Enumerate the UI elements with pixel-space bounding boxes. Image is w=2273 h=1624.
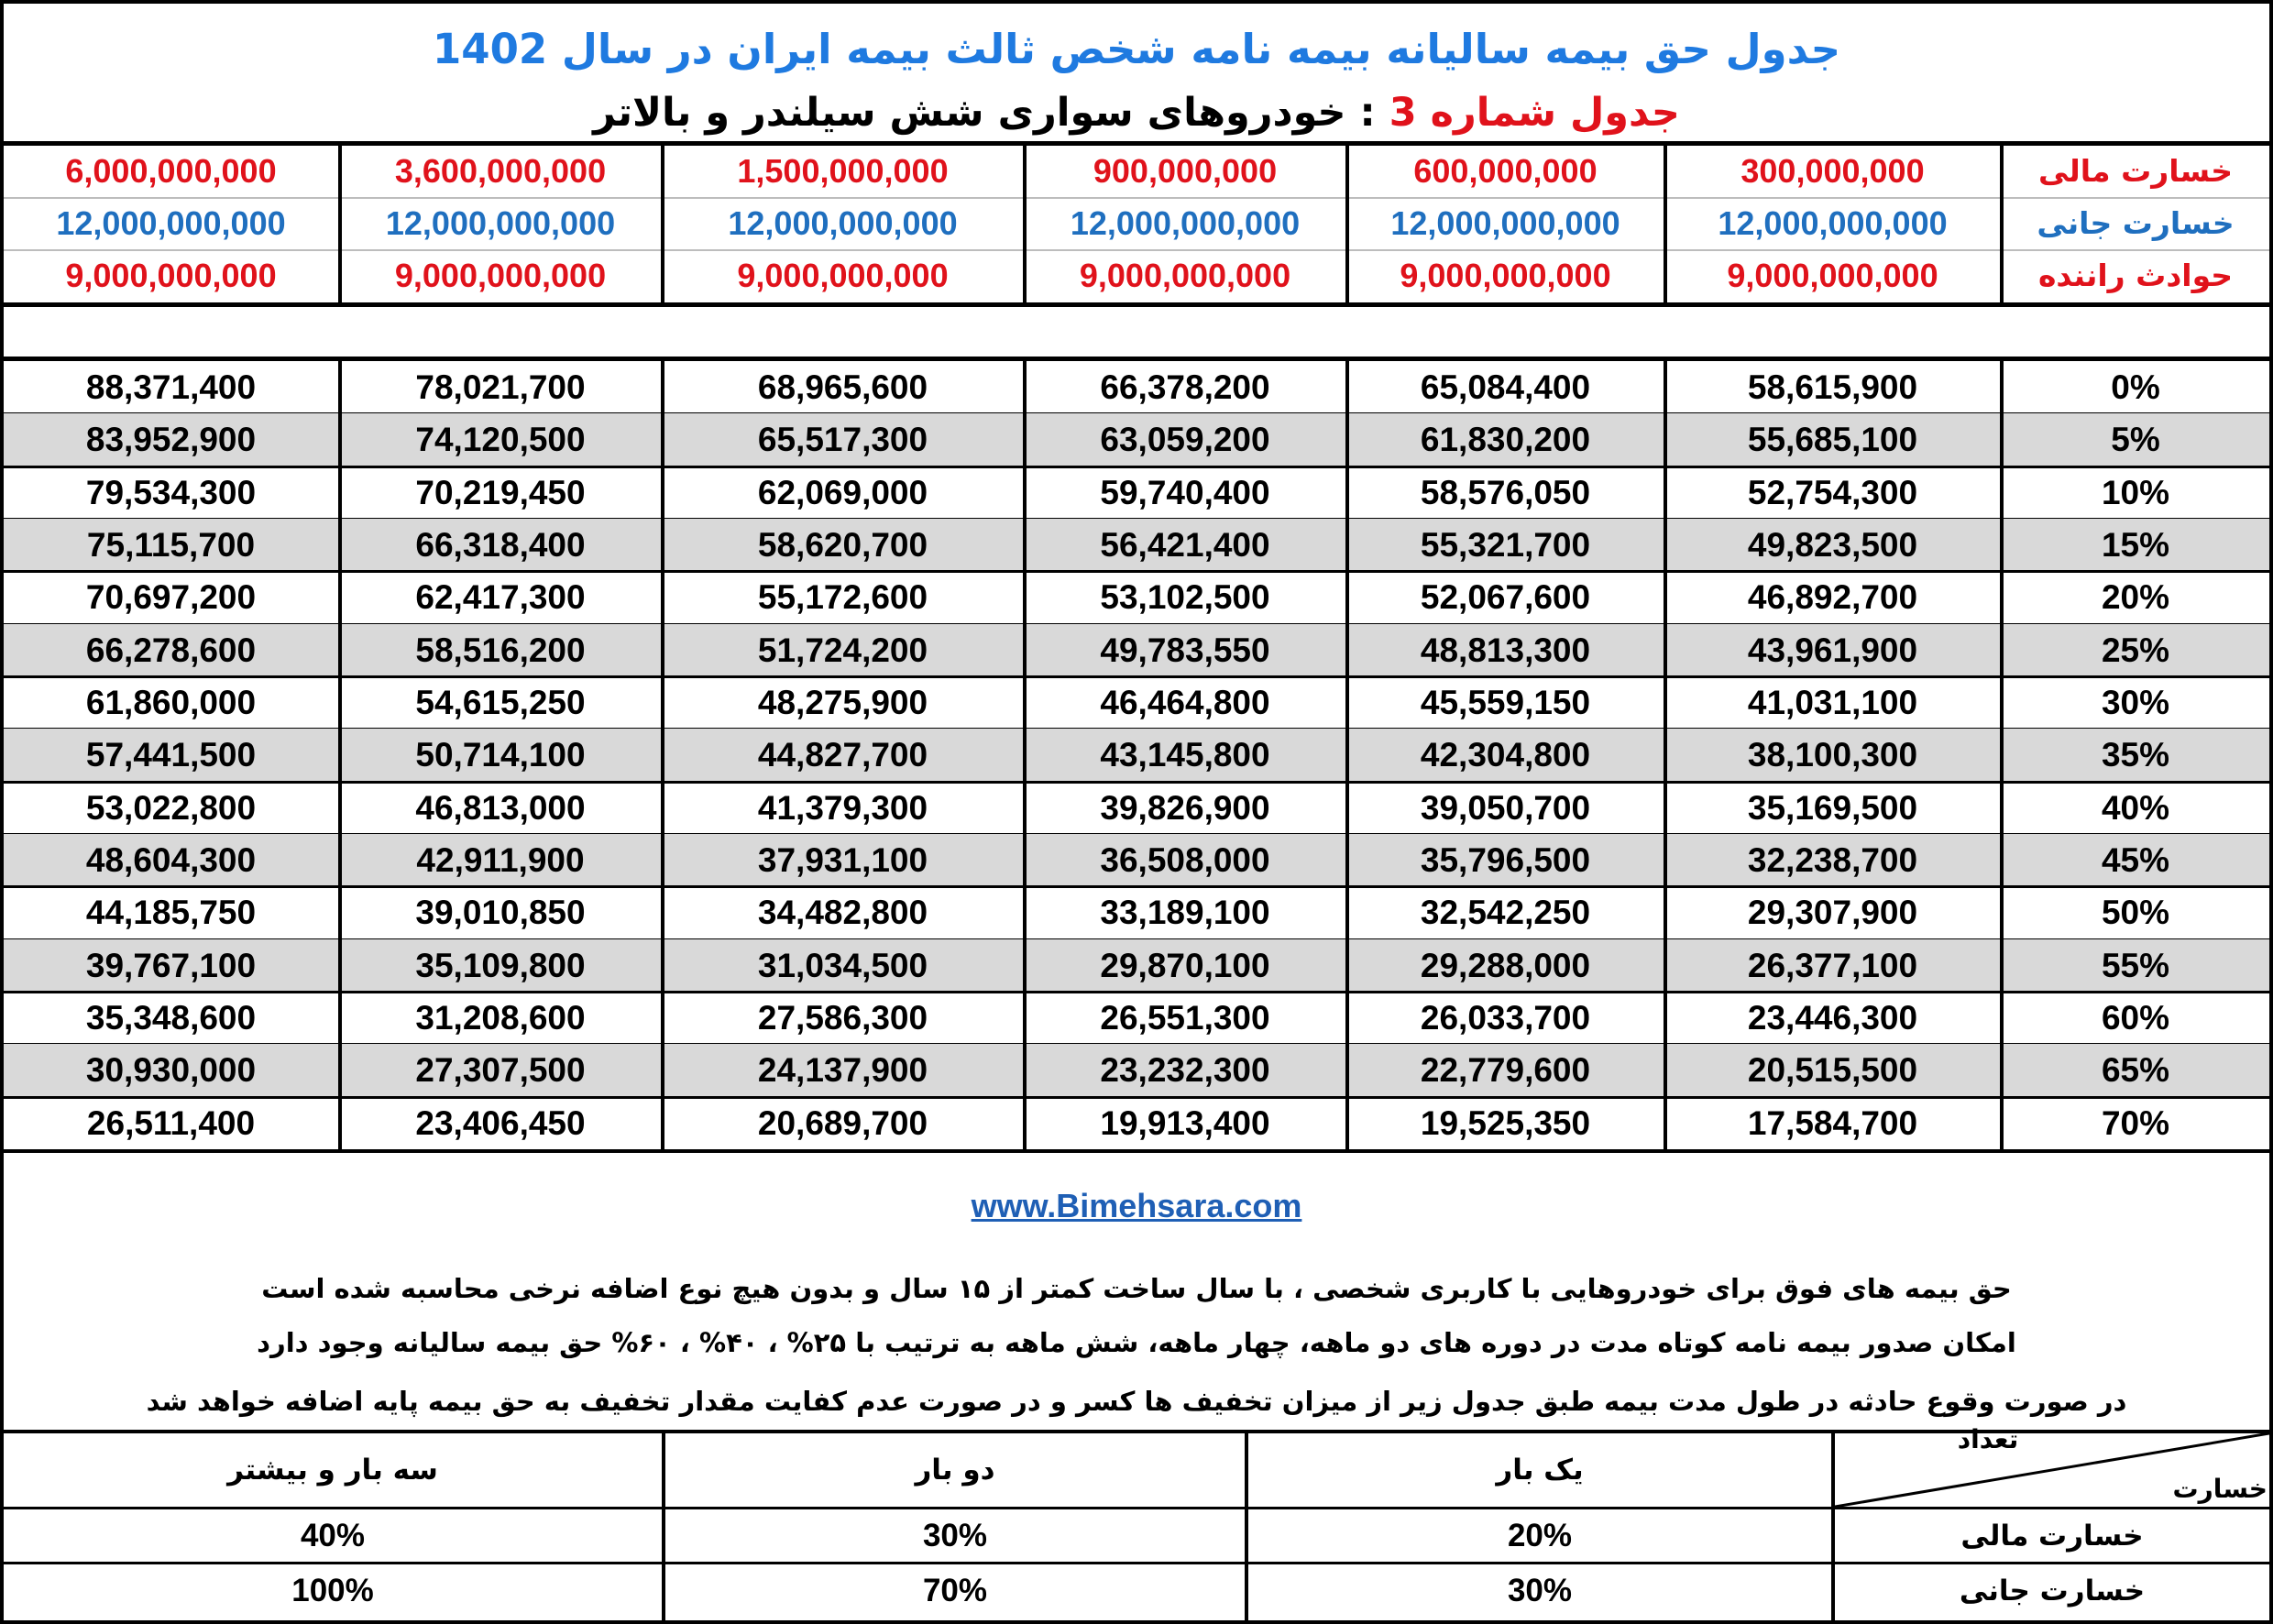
penalty-value: 40% (300, 1518, 366, 1553)
driver-value: 9,000,000,000 (65, 257, 277, 294)
premium-value: 62,417,300 (415, 578, 586, 617)
premium-value: 46,813,000 (415, 788, 586, 827)
column-divider (1345, 146, 1349, 302)
discount-percent: 0% (2111, 368, 2160, 406)
bodily-value: 12,000,000,000 (385, 204, 616, 242)
bodily-value: 12,000,000,000 (56, 204, 286, 242)
premium-row (4, 1097, 2269, 1149)
premium-value: 42,911,900 (416, 840, 585, 879)
penalty-value: 30% (922, 1518, 988, 1553)
premium-value: 53,022,800 (85, 788, 257, 827)
website-link[interactable]: www.Bimehsara.com (971, 1187, 1302, 1224)
premium-value: 74,120,500 (415, 421, 586, 459)
premium-value: 31,208,600 (415, 998, 586, 1037)
premium-value: 39,010,850 (415, 894, 586, 932)
premium-value: 27,586,300 (757, 998, 928, 1037)
premium-value: 29,870,100 (1100, 946, 1270, 984)
financial-value: 3,600,000,000 (394, 152, 607, 190)
header-three-plus: سه بار و بیشتر (227, 1454, 438, 1487)
premium-value: 49,823,500 (1747, 525, 1918, 564)
premium-value: 63,059,200 (1100, 421, 1270, 459)
penalty-value: 30% (1507, 1573, 1573, 1608)
discount-percent: 5% (2111, 421, 2160, 459)
financial-value: 900,000,000 (1093, 152, 1278, 190)
premium-value: 61,860,000 (85, 683, 257, 721)
premium-value: 70,219,450 (415, 473, 586, 511)
premium-value: 58,615,900 (1747, 368, 1918, 406)
premium-value: 17,584,700 (1747, 1103, 1918, 1142)
premium-value: 65,517,300 (757, 421, 928, 459)
premium-value: 19,525,350 (1420, 1103, 1591, 1142)
premium-value: 55,172,600 (757, 578, 928, 617)
column-divider (2000, 146, 2004, 302)
premium-value: 35,109,800 (415, 946, 586, 984)
discount-percent: 65% (2101, 1051, 2170, 1090)
divider (4, 302, 2269, 307)
note-line: امکان صدور بیمه نامه کوتاه مدت در دوره های دو ماهه، چهار ماهه، شش ماهه به ترتیب با ۲۵% ، ۴۰% ، ۶۰% حق بیمه سالیانه وجود دارد (257, 1327, 2016, 1358)
premium-row (4, 413, 2269, 466)
premium-value: 34,482,800 (757, 894, 928, 932)
premium-value: 39,767,100 (85, 946, 257, 984)
premium-row (4, 939, 2269, 992)
column-divider (661, 146, 664, 302)
premium-value: 58,516,200 (415, 631, 586, 669)
divider (4, 1149, 2269, 1153)
vehicle-category: خودروهای سواری شش سیلندر و بالاتر (593, 90, 1346, 136)
bodily-value: 12,000,000,000 (1070, 204, 1301, 242)
premium-value: 29,307,900 (1747, 894, 1918, 932)
premium-value: 26,551,300 (1100, 998, 1270, 1037)
premium-value: 32,542,250 (1420, 894, 1591, 932)
premium-value: 48,604,300 (85, 840, 257, 879)
financial-value: 6,000,000,000 (65, 152, 277, 190)
column-divider (1664, 361, 1667, 1149)
premium-value: 36,508,000 (1100, 840, 1270, 879)
main-title: جدول حق بیمه سالیانه بیمه نامه شخص ثالث بیمه ایران در سال 1402 (432, 25, 1841, 73)
premium-value: 50,714,100 (415, 736, 586, 774)
premium-value: 83,952,900 (85, 421, 257, 459)
discount-percent: 55% (2101, 946, 2170, 984)
bodily-value: 12,000,000,000 (1718, 204, 1948, 242)
premium-row (4, 624, 2269, 676)
column-divider (1023, 361, 1027, 1149)
premium-value: 65,084,400 (1420, 368, 1591, 406)
premium-value: 23,232,300 (1100, 1051, 1270, 1090)
discount-percent: 30% (2101, 683, 2170, 721)
premium-value: 26,377,100 (1747, 946, 1918, 984)
premium-value: 78,021,700 (415, 368, 586, 406)
premium-value: 31,034,500 (757, 946, 928, 984)
premium-value: 29,288,000 (1420, 946, 1591, 984)
premium-value: 35,796,500 (1420, 840, 1591, 879)
financial-value: 600,000,000 (1413, 152, 1598, 190)
bodily-value: 12,000,000,000 (728, 204, 958, 242)
premium-value: 20,689,700 (757, 1103, 928, 1142)
premium-value: 66,318,400 (415, 525, 586, 564)
premium-value: 51,724,200 (757, 631, 928, 669)
premium-row (4, 992, 2269, 1044)
premium-value: 23,446,300 (1747, 998, 1918, 1037)
discount-percent: 40% (2101, 788, 2170, 827)
premium-value: 56,421,400 (1100, 525, 1270, 564)
premium-value: 24,137,900 (757, 1051, 928, 1090)
financial-value: 1,500,000,000 (737, 152, 949, 190)
premium-row (4, 782, 2269, 834)
premium-value: 52,754,300 (1747, 473, 1918, 511)
table-number: جدول شماره 3 (1389, 90, 1680, 136)
premium-value: 42,304,800 (1420, 736, 1591, 774)
penalty-value: 70% (922, 1573, 988, 1608)
corner-label-count: تعداد (1957, 1428, 2019, 1452)
premium-value: 79,534,300 (85, 473, 257, 511)
driver-value: 9,000,000,000 (1727, 257, 1938, 294)
column-divider (338, 361, 342, 1149)
premium-row (4, 676, 2269, 729)
coverage-label-driver: حوادث راننده (2037, 258, 2234, 293)
column-divider (1664, 146, 1667, 302)
premium-value: 46,892,700 (1747, 578, 1918, 617)
corner-label-damage: خسارت (2172, 1474, 2268, 1504)
premium-value: 44,827,700 (757, 736, 928, 774)
premium-value: 48,275,900 (757, 683, 928, 721)
table-subtitle (4, 82, 2269, 143)
premium-value: 49,783,550 (1100, 631, 1270, 669)
row-label-bodily: خسارت جانی (1959, 1575, 2146, 1608)
driver-value: 9,000,000,000 (1079, 257, 1291, 294)
discount-percent: 25% (2101, 631, 2170, 669)
premium-row (4, 571, 2269, 623)
premium-value: 39,050,700 (1420, 788, 1591, 827)
premium-value: 55,685,100 (1747, 421, 1918, 459)
premium-value: 33,189,100 (1100, 894, 1270, 932)
column-divider (1023, 146, 1027, 302)
premium-value: 20,515,500 (1747, 1051, 1918, 1090)
premium-row (4, 729, 2269, 781)
discount-percent: 45% (2101, 840, 2170, 879)
premium-value: 22,779,600 (1420, 1051, 1591, 1090)
premium-value: 19,913,400 (1100, 1103, 1270, 1142)
premium-value: 37,931,100 (757, 840, 928, 879)
bodily-value: 12,000,000,000 (1390, 204, 1620, 242)
discount-percent: 20% (2101, 578, 2170, 617)
column-divider (338, 146, 342, 302)
discount-percent: 10% (2101, 473, 2170, 511)
header-once: یک بار (1496, 1454, 1584, 1487)
premium-value: 58,620,700 (757, 525, 928, 564)
premium-row (4, 466, 2269, 519)
note-line: حق بیمه های فوق برای خودروهایی با کاربری شخصی ، با سال ساخت کمتر از ۱۵ سال و بدون هیچ نوع اضافه نرخی محاسبه شده است (261, 1273, 2012, 1304)
discount-percent: 60% (2101, 998, 2170, 1037)
premium-value: 41,379,300 (757, 788, 928, 827)
premium-value: 61,830,200 (1420, 421, 1591, 459)
driver-value: 9,000,000,000 (394, 257, 607, 294)
premium-value: 32,238,700 (1747, 840, 1918, 879)
premium-value: 66,378,200 (1100, 368, 1270, 406)
premium-value: 39,826,900 (1100, 788, 1270, 827)
premium-value: 23,406,450 (415, 1103, 586, 1142)
premium-value: 62,069,000 (757, 473, 928, 511)
premium-value: 41,031,100 (1747, 683, 1918, 721)
premium-value: 35,348,600 (85, 998, 257, 1037)
driver-value: 9,000,000,000 (1400, 257, 1611, 294)
coverage-label-bodily: خسارت جانی (2037, 205, 2235, 241)
premium-value: 54,615,250 (415, 683, 586, 721)
column-divider (2000, 361, 2004, 1149)
row-label-financial: خسارت مالی (1960, 1520, 2144, 1553)
discount-percent: 50% (2101, 894, 2170, 932)
discount-percent: 35% (2101, 736, 2170, 774)
premium-value: 44,185,750 (85, 894, 257, 932)
premium-value: 35,169,500 (1747, 788, 1918, 827)
premium-row (4, 361, 2269, 413)
premium-row (4, 886, 2269, 938)
coverage-label-financial: خسارت مالی (2037, 153, 2233, 189)
penalty-value: 100% (291, 1573, 374, 1608)
header-twice: دو بار (915, 1454, 995, 1487)
premium-value: 52,067,600 (1420, 578, 1591, 617)
premium-value: 48,813,300 (1420, 631, 1591, 669)
premium-value: 66,278,600 (85, 631, 257, 669)
premium-value: 38,100,300 (1747, 736, 1918, 774)
row-separator (4, 249, 2269, 251)
column-divider (1345, 361, 1349, 1149)
premium-value: 55,321,700 (1420, 525, 1591, 564)
premium-value: 68,965,600 (757, 368, 928, 406)
discount-percent: 15% (2101, 525, 2170, 564)
premium-value: 46,464,800 (1100, 683, 1270, 721)
premium-value: 26,033,700 (1420, 998, 1591, 1037)
premium-value: 59,740,400 (1100, 473, 1270, 511)
premium-value: 43,961,900 (1747, 631, 1918, 669)
penalty-value: 20% (1507, 1518, 1573, 1553)
driver-value: 9,000,000,000 (737, 257, 949, 294)
premium-value: 75,115,700 (86, 525, 256, 564)
premium-row (4, 519, 2269, 571)
premium-value: 58,576,050 (1420, 473, 1591, 511)
note-line: در صورت وقوع حادثه در طول مدت بیمه طبق جدول زیر از میزان تخفیف ها کسر و در صورت عدم کفایت مقدار تخفیف به حق بیمه پایه اضافه خواهد شد (146, 1386, 2127, 1417)
premium-value: 70,697,200 (85, 578, 257, 617)
premium-row (4, 1044, 2269, 1096)
premium-value: 45,559,150 (1420, 683, 1591, 721)
discount-percent: 70% (2101, 1103, 2170, 1142)
premium-value: 26,511,400 (86, 1103, 256, 1142)
premium-value: 43,145,800 (1100, 736, 1270, 774)
row-separator (4, 197, 2269, 199)
column-divider (661, 361, 664, 1149)
premium-value: 88,371,400 (85, 368, 257, 406)
premium-value: 27,307,500 (415, 1051, 586, 1090)
premium-value: 30,930,000 (85, 1051, 257, 1090)
premium-value: 53,102,500 (1100, 578, 1270, 617)
financial-value: 300,000,000 (1740, 152, 1925, 190)
premium-row (4, 834, 2269, 886)
subtitle-separator: : (1345, 90, 1389, 136)
premium-value: 57,441,500 (85, 736, 257, 774)
